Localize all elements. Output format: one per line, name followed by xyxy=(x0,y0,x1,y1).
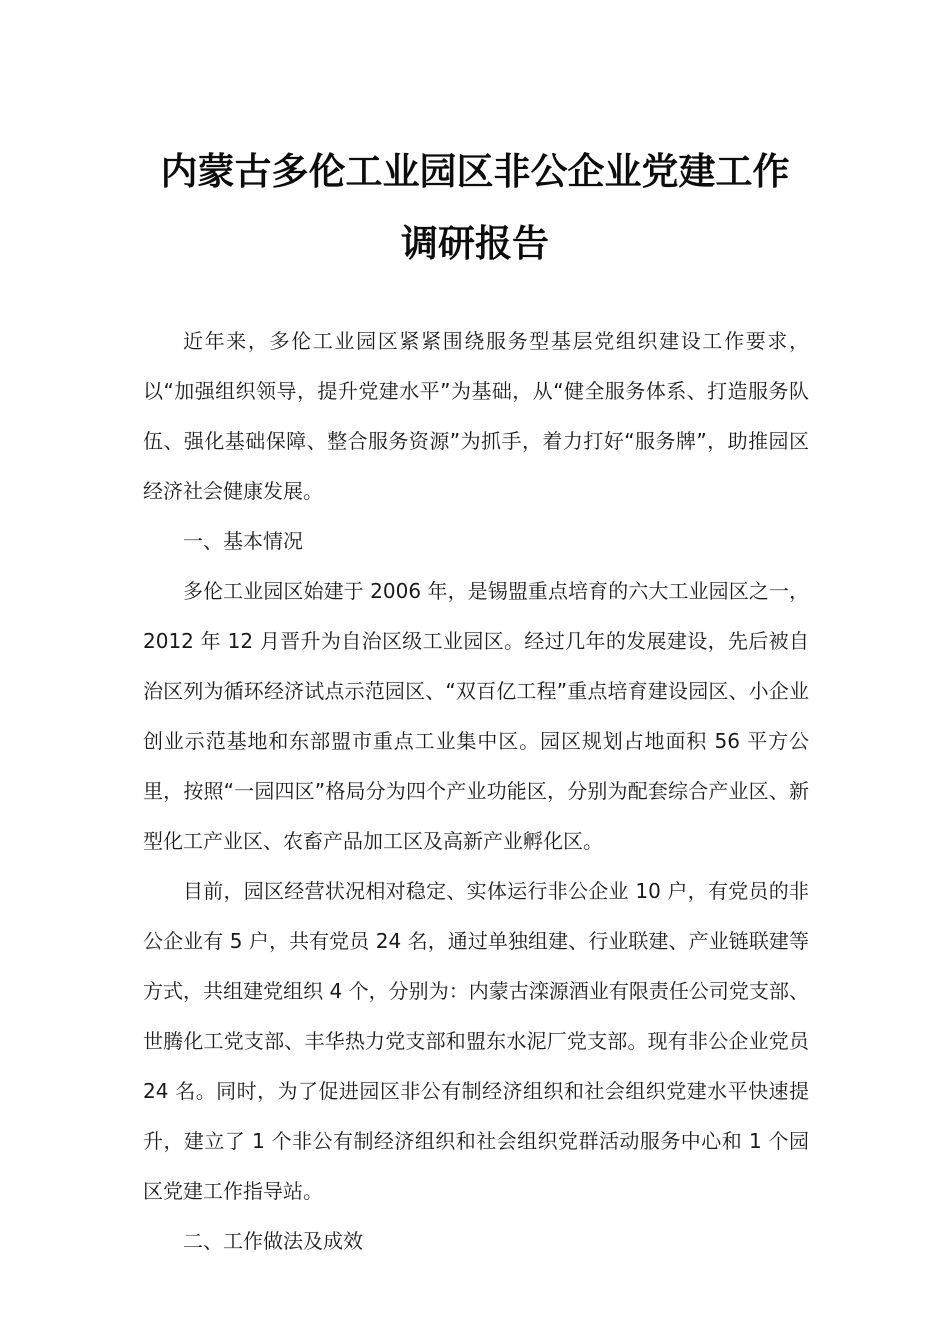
current-status-paragraph: 目前，园区经营状况相对稳定、实体运行非公企业 10 户，有党员的非公企业有 5 户，共有党员 24 名，通过单独组建、行业联建、产业链联建等方式，共组建党组织 4 个，分别为：内蒙古滦源酒业有限责任公司党支部、世腾化工党支部、丰华热力党支部和盟东水泥厂党支部。现有非公企业党员 24 名。同时，为了促进园区非公有制经济组织和社会组织党建水平快速提升，建立了 1 个非公有制经济组织和社会组织党群活动服务中心和 1 个园区党建工作指导站。 xyxy=(143,879,809,1203)
section-heading-practices: 二、工作做法及成效 xyxy=(183,1229,363,1253)
intro-paragraph: 近年来，多伦工业园区紧紧围绕服务型基层党组织建设工作要求，以“加强组织领导，提升党建水平”为基础，从“健全服务体系、打造服务队伍、强化基础保障、整合服务资源”为抓手，着力打好“服务牌”，助推园区经济社会健康发展。 xyxy=(143,329,809,503)
basic-situation-paragraph: 多伦工业园区始建于 2006 年，是锡盟重点培育的六大工业园区之一，2012 年 12 月晋升为自治区级工业园区。经过几年的发展建设，先后被自治区列为循环经济试点示范园区、“双百亿工程”重点培育建设园区、小企业创业示范基地和东部盟市重点工业集中区。园区规划占地面积 56 平方公里，按照“一园四区”格局分为四个产业功能区，分别为配套综合产业区、新型化工产业区、农畜产品加工区及高新产业孵化区。 xyxy=(143,579,809,853)
document-title-line-1: 内蒙古多伦工业园区非公企业党建工作 xyxy=(160,150,790,193)
section-heading-basic-situation: 一、基本情况 xyxy=(183,529,303,553)
document-title-line-2: 调研报告 xyxy=(401,222,549,265)
document-body xyxy=(143,316,809,1266)
